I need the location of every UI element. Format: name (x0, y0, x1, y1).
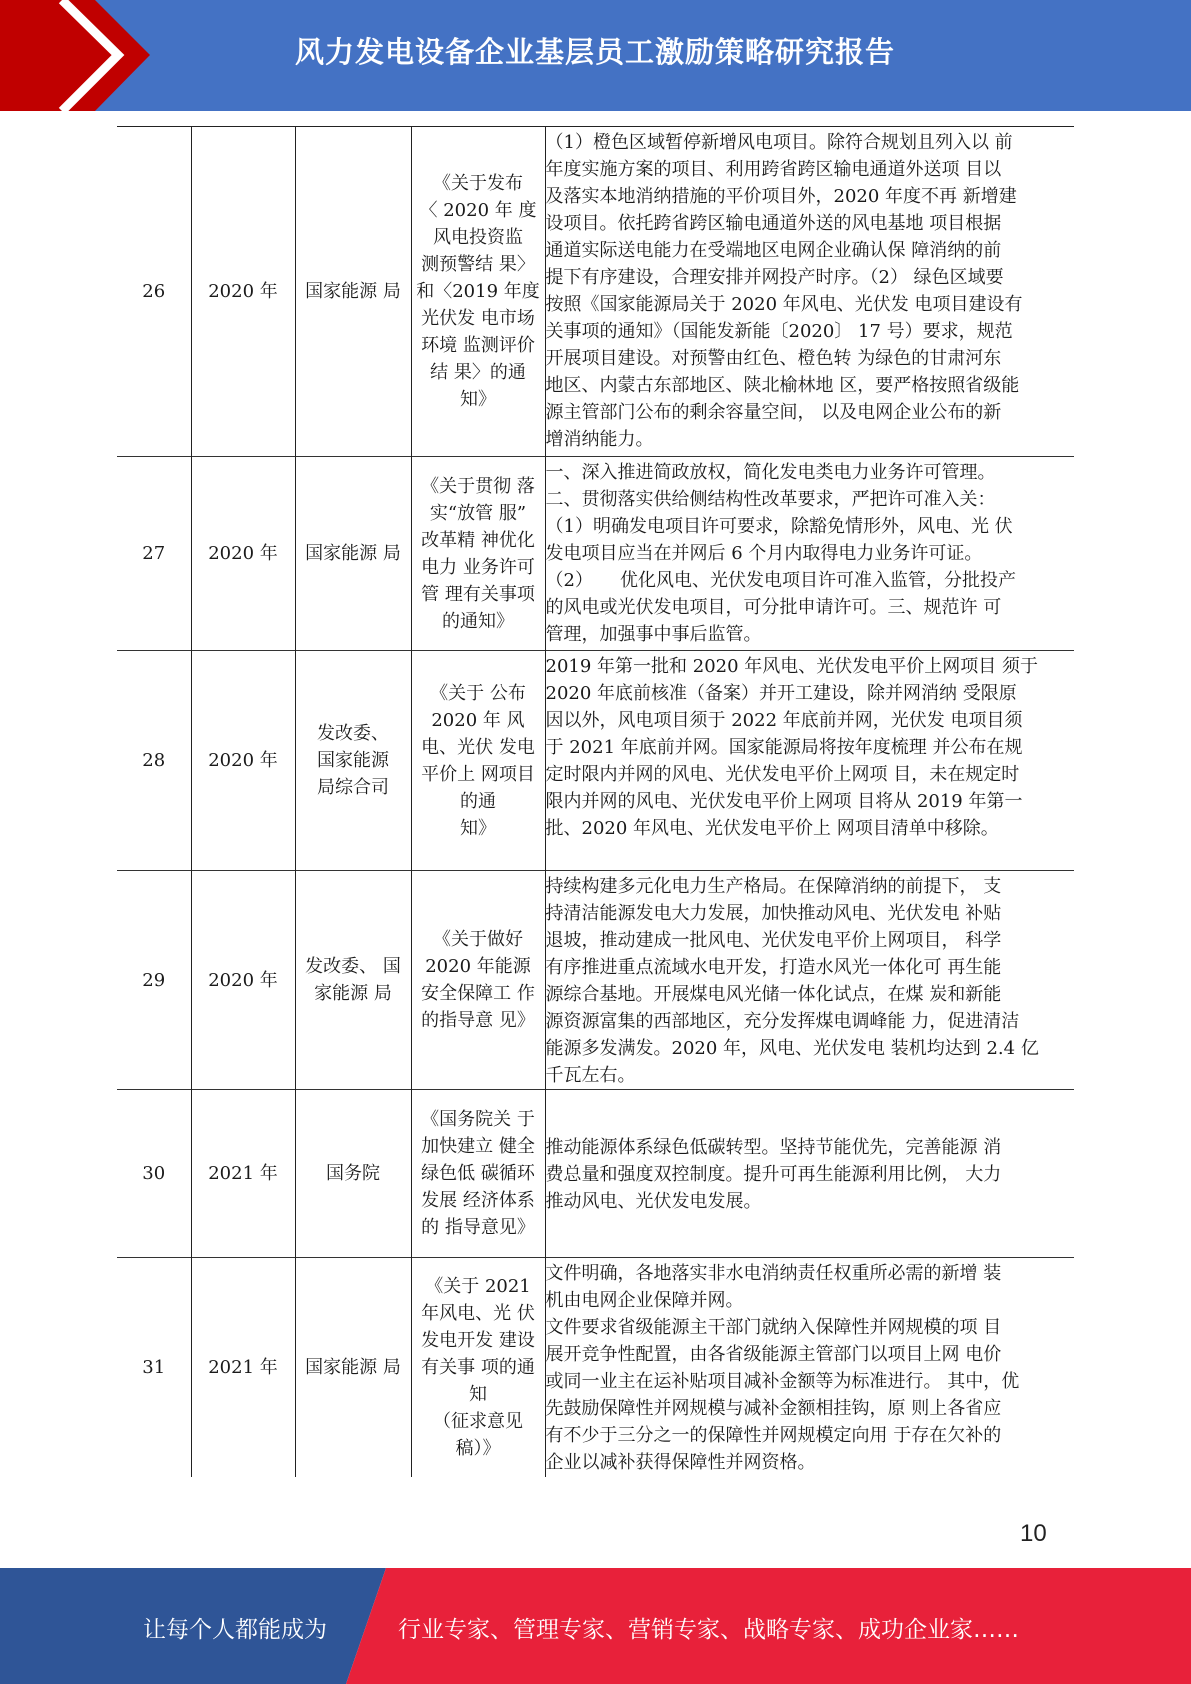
footer-left-text: 让每个人都能成为 (143, 1617, 327, 1643)
year: 2021 年 (208, 1356, 278, 1378)
content-line: （1）橙色区域暂停新增风电项目。除符合规划且列入以 前 (545, 132, 1013, 153)
document-title-line: 〈 2020 年 度 (419, 200, 537, 221)
document-title-line: 结 果〉的通 (430, 362, 526, 383)
document-title-line: 管 理有关事项 (421, 583, 535, 605)
document-title-line: 的通知》 (442, 610, 514, 632)
document-title-line: 的通 (460, 790, 496, 812)
policy-table-body (117, 127, 1074, 1477)
department-line: 国家能源 局 (305, 543, 401, 564)
document-title-line: 年风电、光 伏 (421, 1302, 535, 1324)
content-cell (545, 457, 1074, 651)
document-title-cell (411, 457, 545, 651)
document-title-line: 2020 年能源 (425, 956, 531, 977)
document-title-line: 绿色低 碳循环 (421, 1163, 535, 1184)
content-line: 源资源富集的西部地区，充分发挥煤电调峰能 力，促进清洁 (545, 1011, 1020, 1032)
content-line: 因以外，风电项目须于 2022 年底前并网，光伏发 电项目须 (545, 710, 1023, 731)
content-line: 一、深入推进简政放权，简化发电类电力业务许可管理。 (545, 462, 996, 483)
content-line: 或同一业主在运补贴项目减补金额等为标准进行。 其中，优 (545, 1371, 1020, 1392)
header-title: 风力发电设备企业基层员工激励策略研究报告 (295, 35, 896, 69)
document-title-line: 有关事 项的通 (421, 1356, 535, 1378)
document-title-line: 改革精 神优化 (421, 529, 535, 551)
content-line: 文件明确，各地落实非水电消纳责任权重所必需的新增 装 (545, 1263, 1002, 1284)
department-line: 国务院 (326, 1163, 380, 1184)
policy-table (117, 126, 1074, 1477)
content-line: 推动风电、光伏发电发展。 (545, 1191, 762, 1212)
department-cell (295, 871, 411, 1090)
document-title-cell (411, 1258, 545, 1477)
department-line: 发改委、 (317, 723, 389, 744)
content-line: 设项目。依托跨省跨区输电通道外送的风电基地 项目根据 (545, 213, 1002, 234)
document-title-line: 知》 (460, 817, 496, 839)
content-line: 地区、内蒙古东部地区、陕北榆林地 区，要严格按照省级能 (545, 375, 1020, 396)
department-line: 家能源 局 (314, 983, 392, 1004)
document-title-line: （征求意见 (433, 1410, 523, 1432)
content-line: 机由电网企业保障并网。 (545, 1290, 744, 1311)
row-number: 26 (142, 281, 166, 302)
content-line: 先鼓励保障性并网规模与减补金额相挂钩，原 则上各省应 (545, 1398, 1002, 1419)
department-line: 国家能源 (317, 750, 389, 771)
row-number: 31 (142, 1356, 166, 1378)
content-line: 源综合基地。开展煤电风光储一体化试点，在煤 炭和新能 (545, 984, 1002, 1005)
row-number-cell (117, 871, 191, 1090)
department-cell (295, 1090, 411, 1258)
row-number: 28 (142, 750, 166, 771)
table-row (117, 1258, 1074, 1477)
table-row (117, 871, 1074, 1090)
document-title-line: 电力 业务许可 (421, 556, 535, 578)
content-line: 退坡，推动建成一批风电、光伏发电平价上网项目， 科学 (545, 930, 1002, 951)
table-row (117, 127, 1074, 457)
document-title-line: 《关于做好 (433, 929, 523, 950)
document-title-line: 《关于 2021 (425, 1275, 531, 1297)
content-line: 有不少于三分之一的保障性并网规模定向用 于存在欠补的 (545, 1425, 1002, 1446)
document-title-line: 发电开发 建设 (421, 1329, 535, 1351)
year: 2020 年 (208, 750, 278, 771)
content-line: 按照《国家能源局关于 2020 年风电、光伏发 电项目建设有 (545, 294, 1023, 315)
content-line: 能源多发满发。2020 年，风电、光伏发电 装机均达到 2.4 亿 (545, 1038, 1039, 1059)
content-line: 二、贯彻落实供给侧结构性改革要求，严把许可准入关： (545, 489, 996, 510)
document-title-line: 2020 年 风 (431, 709, 525, 731)
row-number-cell (117, 651, 191, 871)
document-title-line: 《关于发布 (433, 173, 523, 194)
department-line: 局综合司 (317, 777, 389, 798)
year-cell (191, 871, 295, 1090)
department-cell (295, 1258, 411, 1477)
year: 2020 年 (208, 281, 278, 302)
content-line: 展开竞争性配置，由各省级能源主管部门以项目上网 电价 (545, 1344, 1002, 1365)
row-number: 30 (142, 1163, 166, 1184)
document-title-line: 安全保障工 作 (421, 983, 535, 1004)
header-red-arrow-decoration (0, 0, 150, 111)
content-line: 文件要求省级能源主干部门就纳入保障性并网规模的项 目 (545, 1317, 1002, 1338)
content-line: 2019 年第一批和 2020 年风电、光伏发电平价上网项目 须于 (545, 656, 1039, 677)
document-title-cell (411, 1090, 545, 1258)
document-title-cell (411, 127, 545, 457)
document-title-line: 《关于贯彻 落 (421, 475, 535, 497)
content-cell (545, 127, 1074, 457)
content-line: 企业以减补获得保障性并网资格。 (545, 1452, 816, 1473)
content-line: 源主管部门公布的剩余容量空间， 以及电网企业公布的新 (545, 402, 1002, 423)
department-line: 国家能源 局 (305, 1356, 401, 1378)
document-title-line: 测预警结 果〉 (421, 254, 535, 275)
department-cell (295, 127, 411, 457)
table-row (117, 457, 1074, 651)
content-line: 及落实本地消纳措施的平价项目外，2020 年度不再 新增建 (545, 186, 1017, 207)
year-cell (191, 127, 295, 457)
content-line: 推动能源体系绿色低碳转型。坚持节能优先，完善能源 消 (545, 1137, 1002, 1158)
row-number-cell (117, 127, 191, 457)
table-row (117, 1090, 1074, 1258)
content-line: 持清洁能源发电大力发展，加快推动风电、光伏发电 补贴 (545, 903, 1002, 924)
content-line: 通道实际送电能力在受端地区电网企业确认保 障消纳的前 (545, 240, 1002, 261)
content-line: 定时限内并网的风电、光伏发电平价上网项 目，未在规定时 (545, 764, 1020, 785)
document-title-line: 发展 经济体系 (421, 1190, 535, 1211)
document-title-line: 稿）》 (455, 1437, 501, 1459)
content-cell (545, 871, 1074, 1090)
content-line: 的风电或光伏发电项目，可分批申请许可。三、规范许 可 (545, 597, 1002, 618)
row-number: 27 (142, 543, 166, 564)
document-title-line: 知》 (460, 389, 496, 410)
content-line: 提下有序建设，合理安排并网投产时序。（2） 绿色区域要 (545, 267, 1004, 288)
content-line: 批、2020 年风电、光伏发电平价上 网项目清单中移除。 (545, 818, 999, 839)
year: 2020 年 (208, 969, 278, 991)
content-line: 有序推进重点流域水电开发，打造水风光一体化可 再生能 (545, 957, 1002, 978)
document-title-line: 电、光伏 发电 (421, 736, 535, 758)
content-line: 开展项目建设。对预警由红色、橙色转 为绿色的甘肃河东 (545, 348, 1002, 369)
content-cell (545, 1258, 1074, 1477)
year-cell (191, 651, 295, 871)
document-title-line: 和〈2019 年度 (416, 281, 540, 302)
page-header (0, 0, 1191, 111)
content-line: 关事项的通知》（国能发新能〔2020〕 17 号）要求，规范 (545, 321, 1013, 342)
page-number: 10 (1020, 1520, 1047, 1547)
document-title-line: 《国务院关 于 (421, 1109, 535, 1130)
document-title-line: 平价上 网项目 (421, 763, 535, 785)
document-title-cell (411, 651, 545, 871)
year-cell (191, 457, 295, 651)
content-line: 限内并网的风电、光伏发电平价上网项 目将从 2019 年第一 (545, 791, 1023, 812)
content-line: 费总量和强度双控制度。提升可再生能源利用比例， 大力 (545, 1164, 1002, 1185)
document-title-line: 环境 监测评价 (421, 335, 535, 356)
content-cell (545, 1090, 1074, 1258)
content-line: （2） 优化风电、光伏发电项目许可准入监管，分批投产 (545, 570, 1016, 591)
document-title-line: 风电投资监 (433, 227, 523, 248)
row-number-cell (117, 1258, 191, 1477)
content-line: 年度实施方案的项目、利用跨省跨区输电通道外送项 目以 (545, 159, 1002, 180)
row-number: 29 (142, 969, 166, 991)
document-title-line: 实“放管 服” (429, 502, 527, 524)
content-cell (545, 651, 1074, 871)
document-title-line: 知 (469, 1383, 487, 1405)
content-line: 2020 年底前核准（备案）并开工建设，除并网消纳 受限原 (545, 683, 1017, 704)
row-number-cell (117, 457, 191, 651)
year: 2020 年 (208, 543, 278, 564)
document-title-line: 的 指导意见》 (421, 1217, 535, 1238)
content-line: 持续构建多元化电力生产格局。在保障消纳的前提下， 支 (545, 876, 1002, 897)
table-row (117, 651, 1074, 871)
document-title-cell (411, 871, 545, 1090)
content-line: 千瓦左右。 (545, 1065, 636, 1086)
footer-right-text: 行业专家、管理专家、营销专家、战略专家、成功企业家…… (398, 1617, 1019, 1643)
document-title-line: 的指导意 见》 (421, 1010, 535, 1031)
content-line: 发电项目应当在并网后 6 个月内取得电力业务许可证。 (545, 543, 983, 564)
document-title-line: 光伏发 电市场 (421, 308, 535, 329)
department-cell (295, 651, 411, 871)
page-footer (0, 1568, 1191, 1684)
year-cell (191, 1090, 295, 1258)
year: 2021 年 (208, 1163, 278, 1184)
department-line: 发改委、 国 (305, 956, 401, 977)
document-title-line: 《关于 公布 (430, 682, 526, 704)
row-number-cell (117, 1090, 191, 1258)
department-line: 国家能源 局 (305, 281, 401, 302)
content-line: 管理，加强事中事后监管。 (545, 624, 762, 645)
department-cell (295, 457, 411, 651)
document-title-line: 加快建立 健全 (421, 1136, 535, 1157)
content-line: （1）明确发电项目许可要求，除豁免情形外，风电、光 伏 (545, 516, 1013, 537)
year-cell (191, 1258, 295, 1477)
content-line: 于 2021 年底前并网。国家能源局将按年度梳理 并公布在规 (545, 737, 1023, 758)
content-line: 增消纳能力。 (545, 429, 654, 450)
